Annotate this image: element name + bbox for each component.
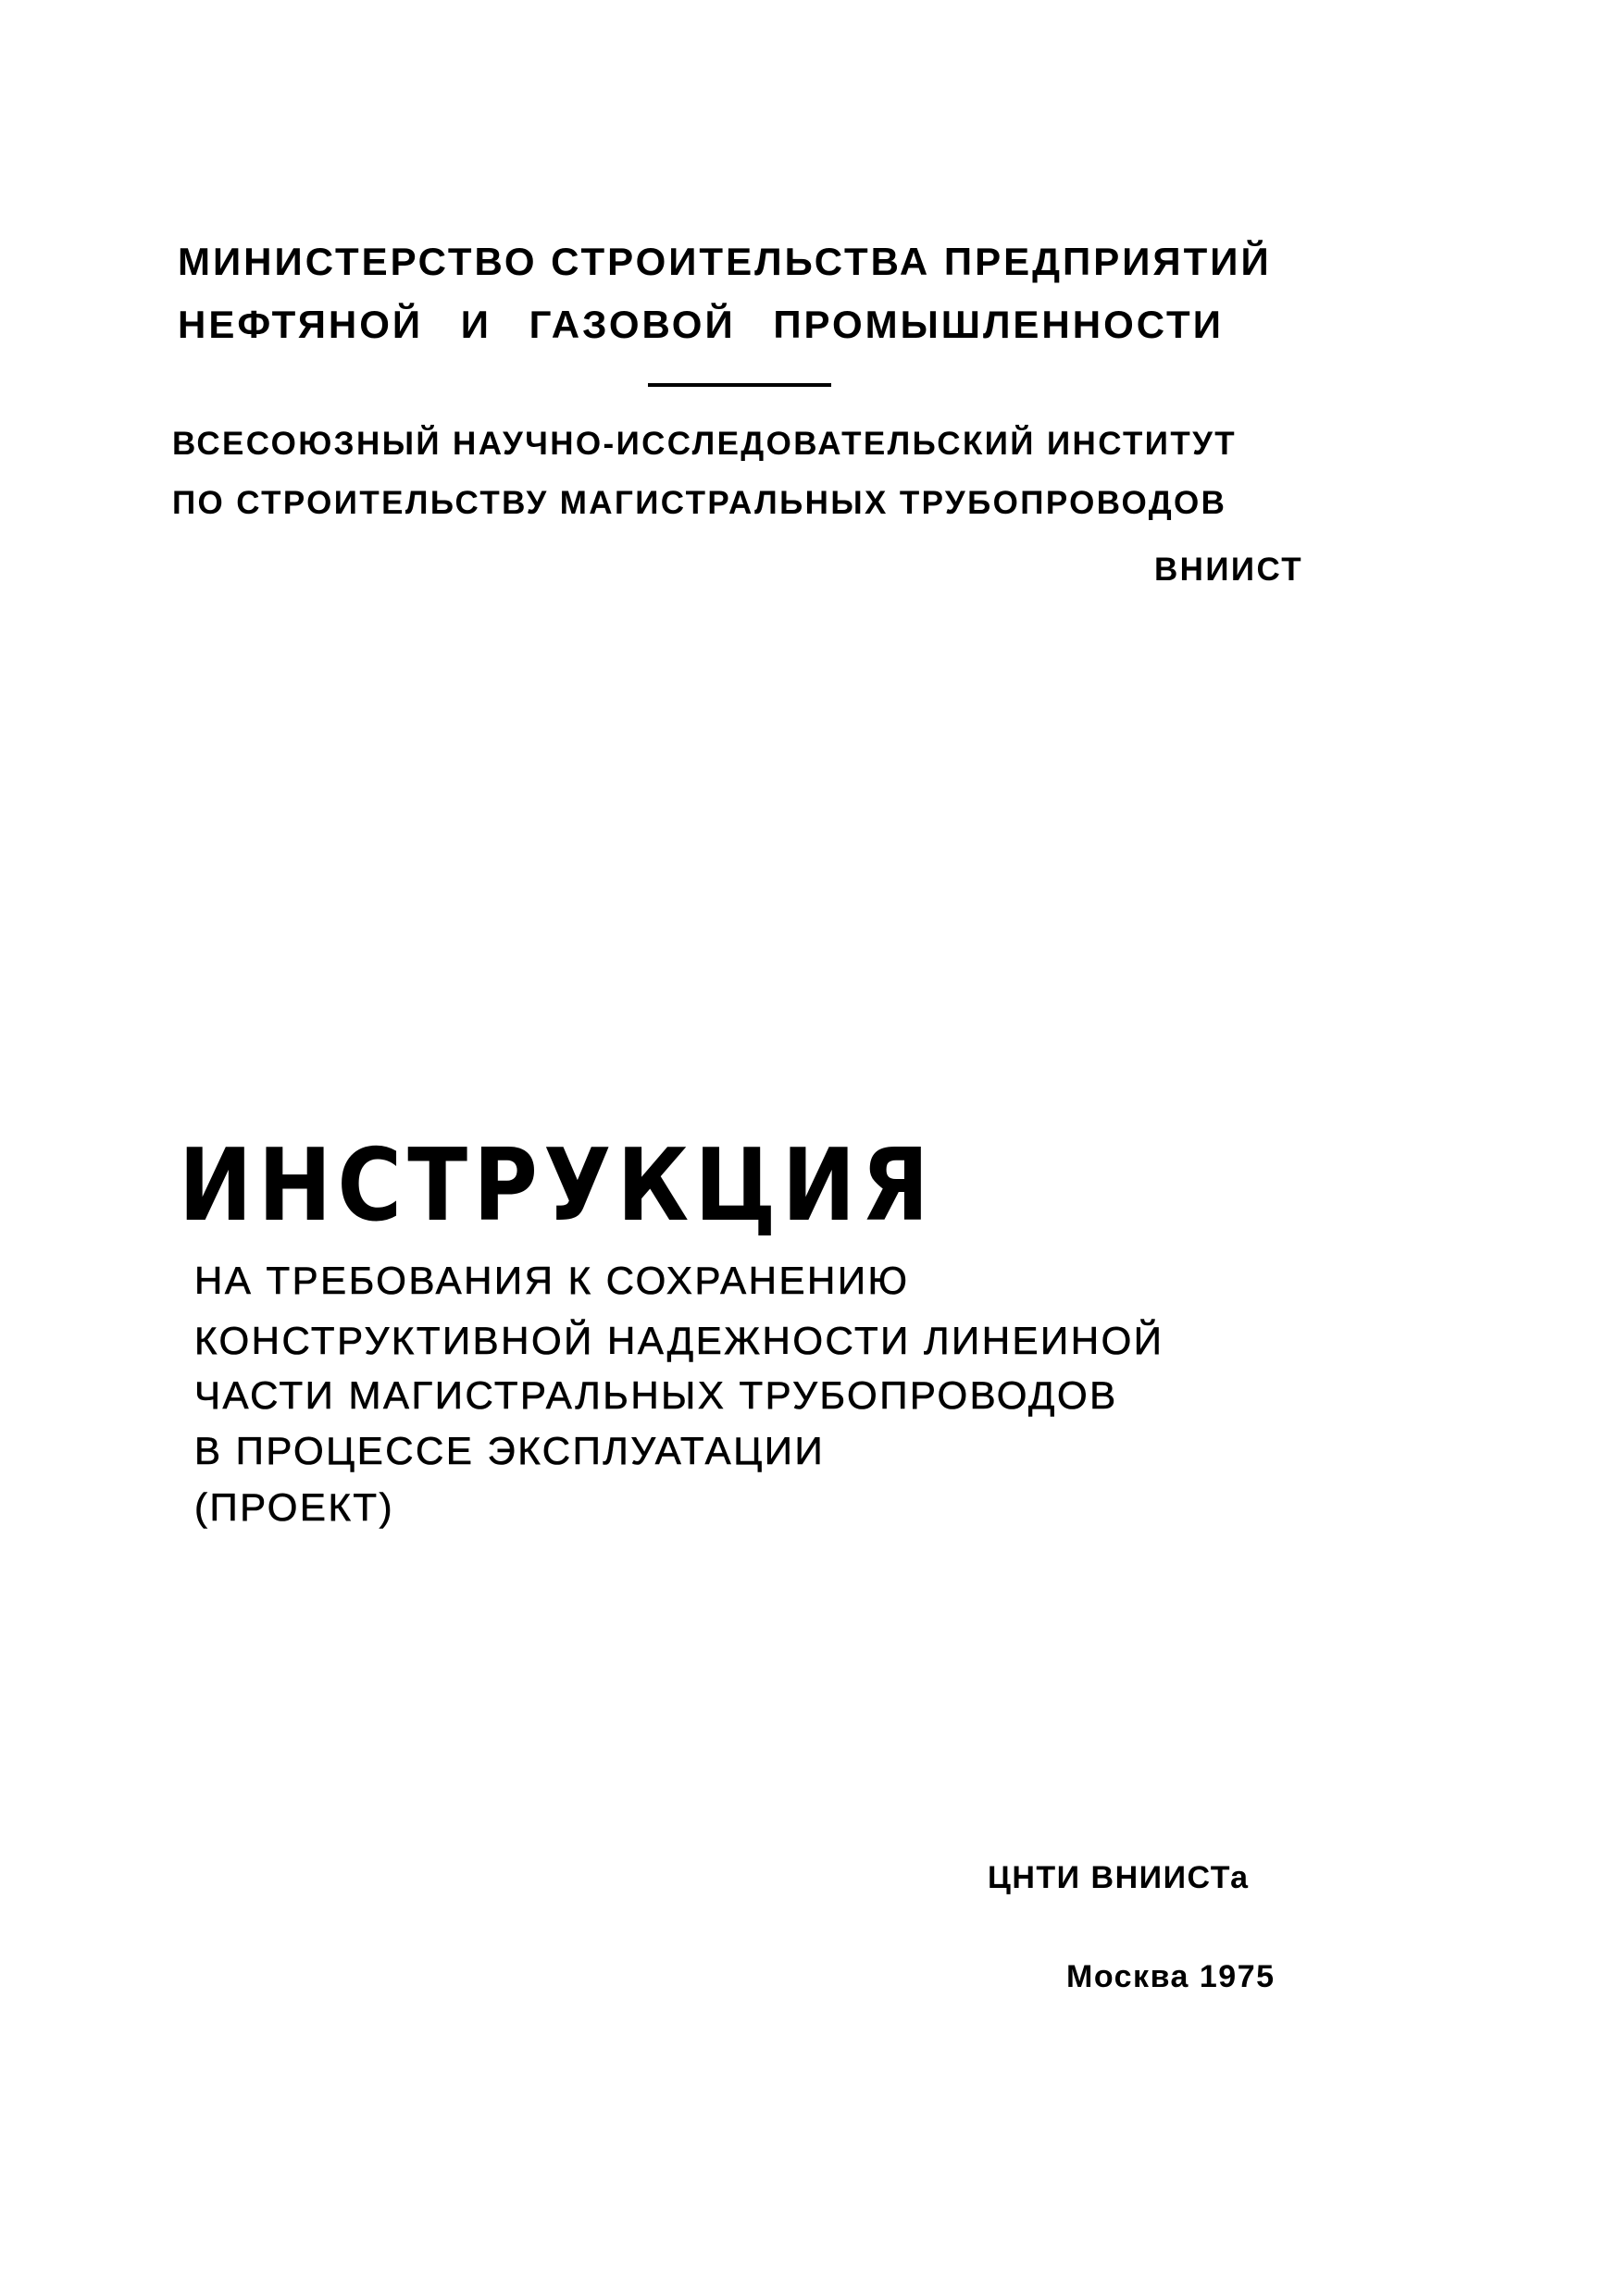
subtitle-line: НА ТРЕБОВАНИЯ К СОХРАНЕНИЮ xyxy=(194,1259,910,1302)
subtitle-line: В ПРОЦЕССЕ ЭКСПЛУАТАЦИИ xyxy=(194,1429,826,1472)
ministry-line-1: МИНИСТЕРСТВО СТРОИТЕЛЬСТВА ПРЕДПРИЯТИЙ xyxy=(178,240,1272,283)
subtitle-line: (ПРОЕКТ) xyxy=(194,1485,395,1529)
publisher-name: ЦНТИ ВНИИСТа xyxy=(988,1860,1250,1895)
subtitle-line: ЧАСТИ МАГИСТРАЛЬНЫХ ТРУБОПРОВОДОВ xyxy=(194,1373,1118,1417)
institute-line-1: ВСЕСОЮЗНЫЙ НАУЧНО-ИССЛЕДОВАТЕЛЬСКИЙ ИНСТИТУТ xyxy=(172,426,1238,462)
ministry-line-2: НЕФТЯНОЙ И ГАЗОВОЙ ПРОМЫШЛЕННОСТИ xyxy=(178,303,1224,346)
institute-abbreviation: ВНИИСТ xyxy=(1154,552,1304,588)
subtitle-line: КОНСТРУКТИВНОЙ НАДЕЖНОСТИ ЛИНЕИНОЙ xyxy=(194,1319,1164,1362)
document-title: ИНСТРУКЦИЯ xyxy=(179,1128,935,1244)
institute-line-2: ПО СТРОИТЕЛЬСТВУ МАГИСТРАЛЬНЫХ ТРУБОПРОВОДОВ xyxy=(172,485,1227,521)
place-and-year: Москва 1975 xyxy=(1066,1959,1276,1994)
header-divider xyxy=(648,383,831,387)
